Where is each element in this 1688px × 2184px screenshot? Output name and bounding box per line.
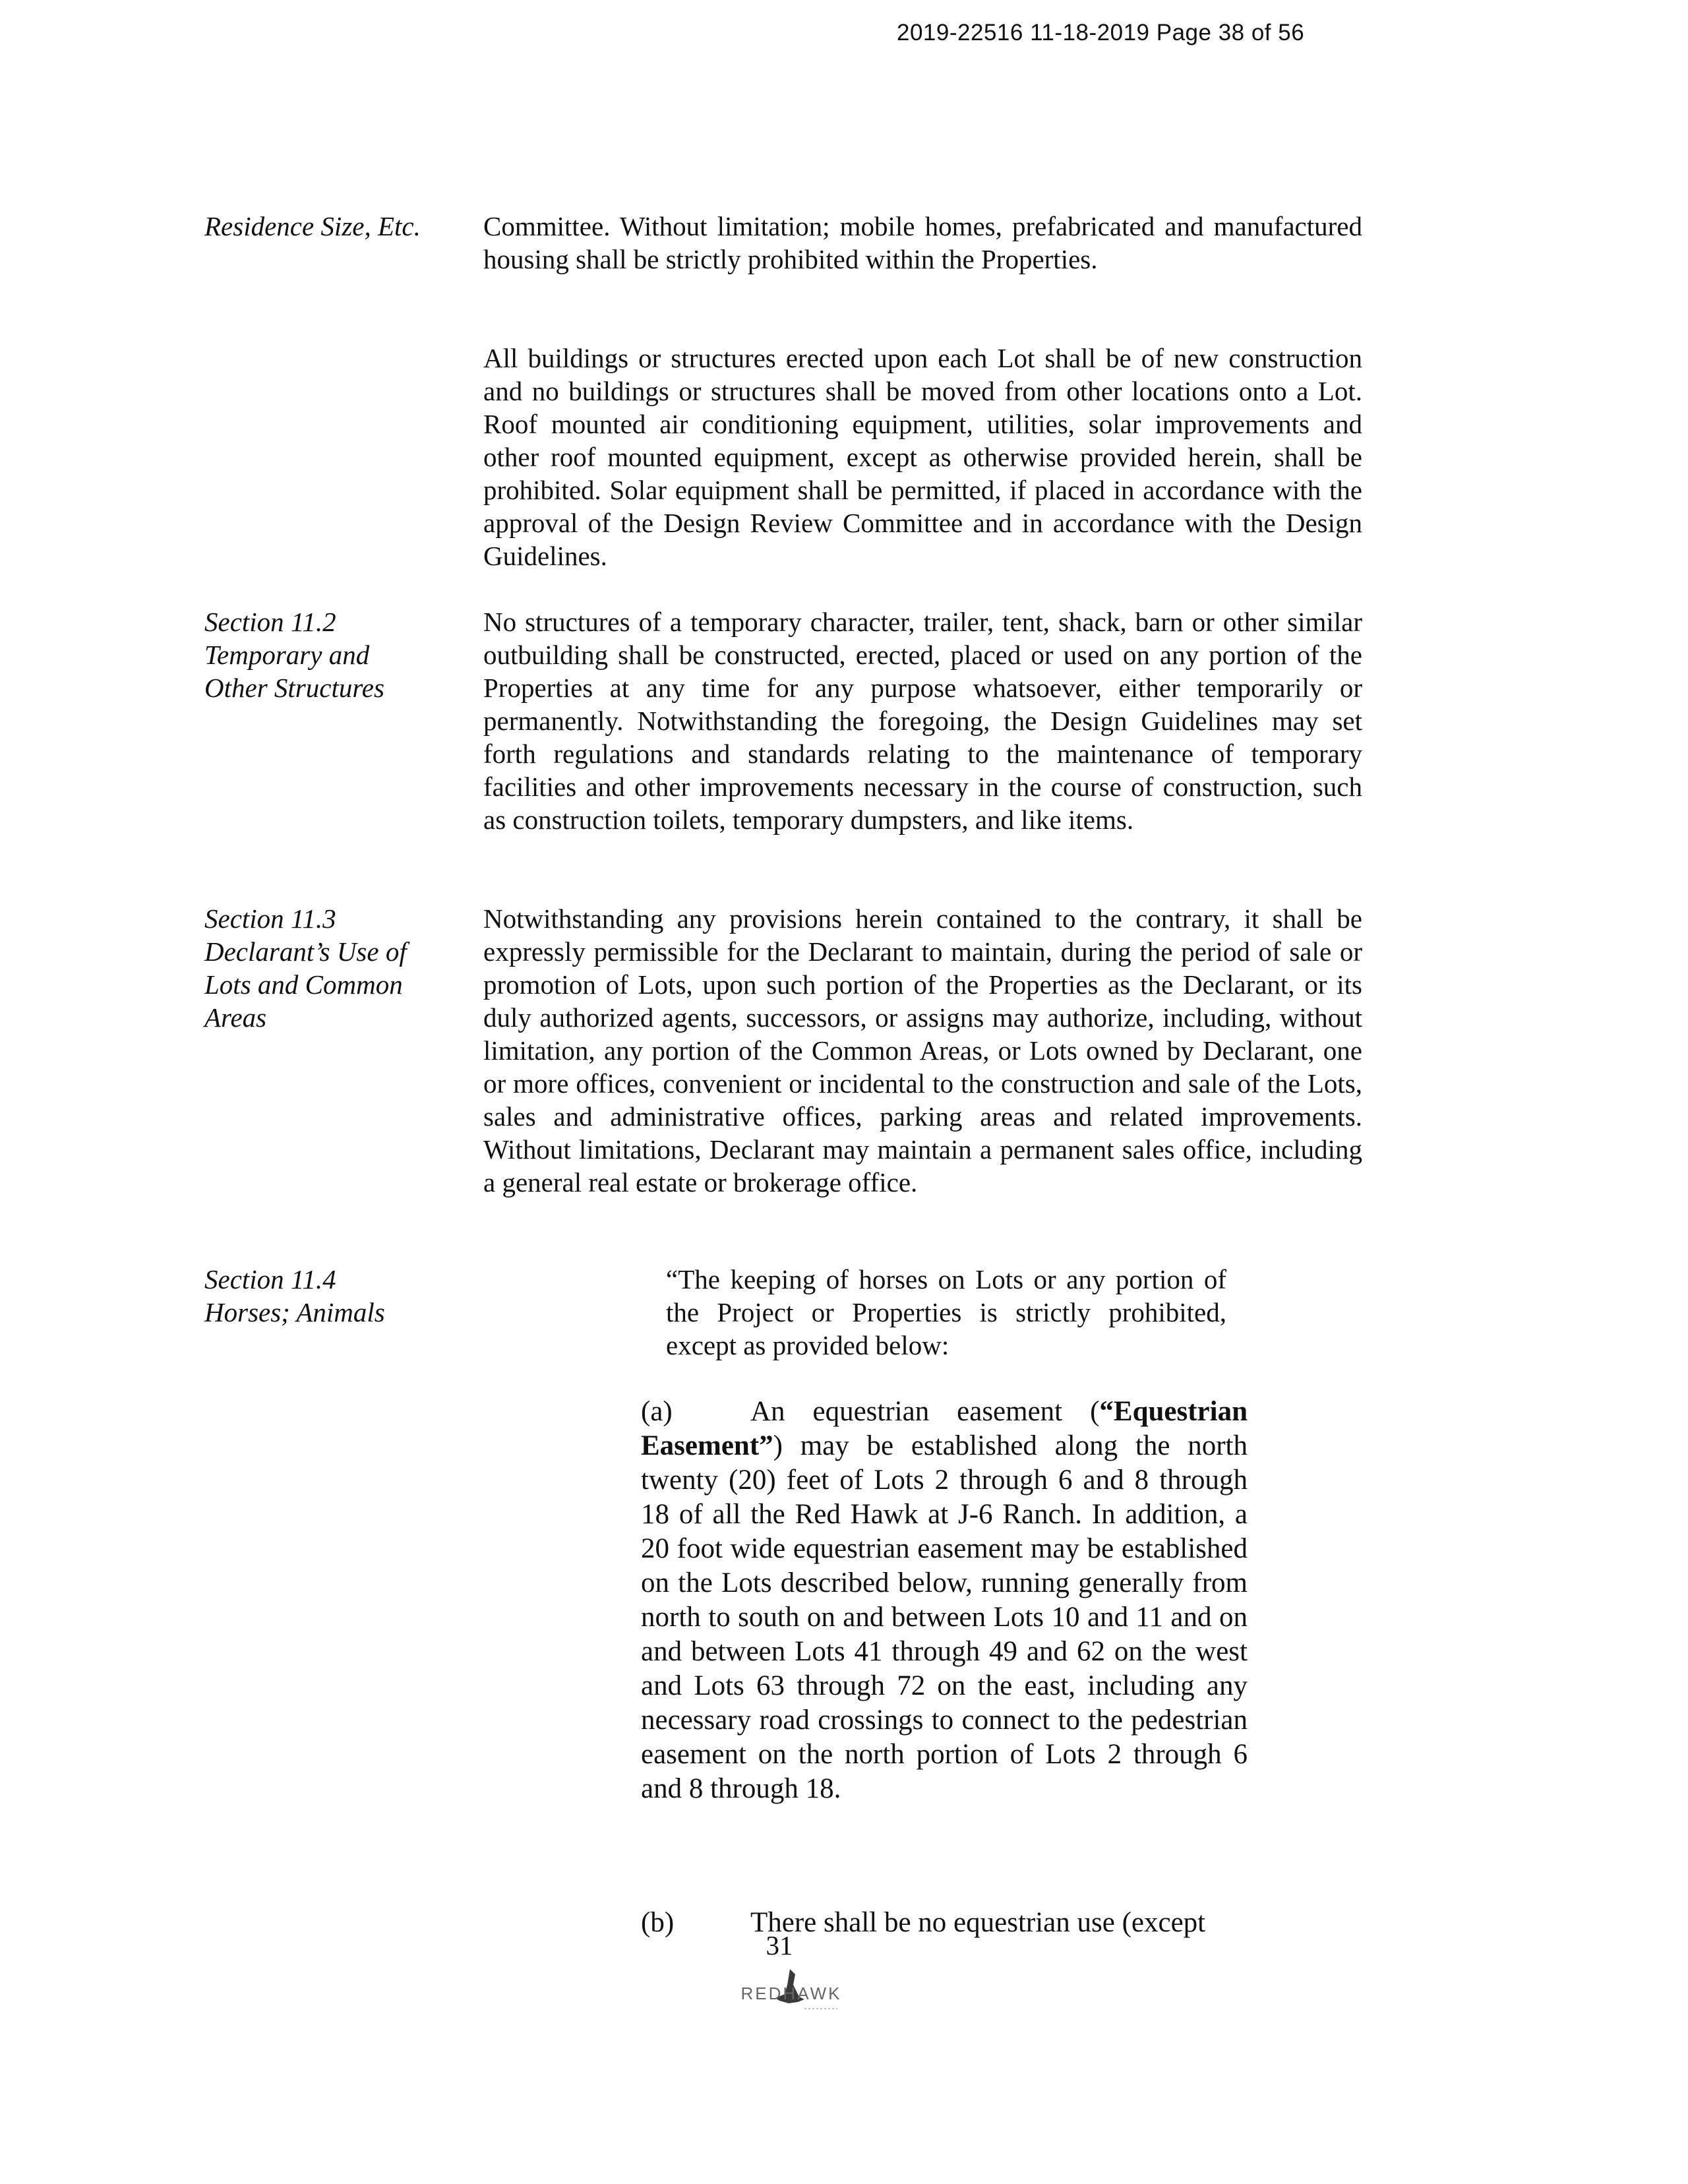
section-heading-line: Areas xyxy=(204,1002,267,1033)
subsection-a-defined-term: “Equestrian Easement” xyxy=(641,1396,1248,1461)
subsection-b-text: There shall be no equestrian use (except xyxy=(750,1907,1206,1938)
section-heading-line: Temporary and xyxy=(204,640,370,670)
section-heading-line: Section 11.4 xyxy=(204,1264,336,1294)
section-heading-line: Section 11.2 xyxy=(204,607,336,637)
logo-lettering: REDHAWK xyxy=(740,1984,842,2003)
section-heading-11-3 xyxy=(204,902,442,1034)
section-heading-residence-size xyxy=(204,210,442,243)
paragraph-horses-intro: “The keeping of horses on Lots or any portion of the Project or Properties is strictly prohibited, except as provided below: xyxy=(666,1264,1226,1360)
section-heading-line: Residence Size, Etc. xyxy=(204,211,421,241)
subsection-b-label: (b) xyxy=(641,1907,675,1938)
paragraph-temporary-structures: No structures of a temporary character, trailer, tent, shack, barn or other similar outbuilding shall be constructed, erected, placed or used on any portion of the Properties at any time for any purpose whatsoever, either temporarily or permanently. Notwithstanding the foregoing, the Design Guidelines may set forth regulations and standards relating to the maintenance of temporary facilities and other improvements necessary in the course of construction, such as construction toilets, temporary dumpsters, and like items. xyxy=(483,607,1362,835)
section-heading-11-4 xyxy=(204,1263,442,1329)
section-heading-line: Horses; Animals xyxy=(204,1297,385,1327)
paragraph-residence-size: Committee. Without limitation; mobile homes, prefabricated and manufactured housing shall be strictly prohibited within the Properties. xyxy=(483,211,1362,274)
subsection-a-label: (a) xyxy=(641,1396,673,1427)
subsection-a-text-after: ) may be established along the north twenty (20) feet of Lots 2 through 6 and 8 through 18 of all the Red Hawk at J-6 Ranch. In addition, a 20 foot wide equestrian easement may be established on the Lots described below, running generally from north to south on and between Lots 10 and 11 and on and between Lots 41 through 49 and 62 on the west and Lots 63 through 72 on the east, including any necessary road crossings to connect to the pedestrian easement on the north portion of Lots 2 through 6 and 8 through 18. xyxy=(641,1430,1248,1804)
subsection-b xyxy=(641,1906,1248,1940)
paragraph-new-construction: All buildings or structures erected upon each Lot shall be of new construction and no buildings or structures shall be moved from other locations onto a Lot. Roof mounted air conditioning equipment, utilities, solar improvements and other roof mounted equipment, except as otherwise provided herein, shall be prohibited. Solar equipment shall be permitted, if placed in accordance with the approval of the Design Review Committee and in accordance with the Design Guidelines. xyxy=(483,343,1362,571)
paragraph-declarant-use: Notwithstanding any provisions herein contained to the contrary, it shall be expressly permissible for the Declarant to maintain, during the period of sale or promotion of Lots, upon such portion of the Properties as the Declarant, or its duly authorized agents, successors, or assigns may authorize, including, without limitation, any portion of the Common Areas, or Lots owned by Declarant, one or more offices, convenient or incidental to the construction and sale of the Lots, sales and administrative offices, parking areas and related improvements. Without limitations, Declarant may maintain a permanent sales office, including a general real estate or brokerage office. xyxy=(483,903,1362,1198)
subsection-a xyxy=(641,1395,1248,1806)
red-hawk-logo xyxy=(706,1965,877,2018)
document-header-stamp: 2019-22516 11-18-2019 Page 38 of 56 xyxy=(897,20,1305,46)
subsection-a-text-before: An equestrian easement ( xyxy=(750,1396,1100,1427)
section-heading-11-2 xyxy=(204,605,442,704)
section-heading-line: Section 11.3 xyxy=(204,903,336,934)
section-heading-line: Lots and Common xyxy=(204,969,403,1000)
section-heading-line: Declarant’s Use of xyxy=(204,936,407,967)
section-heading-line: Other Structures xyxy=(204,673,384,703)
page-number: 31 xyxy=(766,1930,793,1960)
